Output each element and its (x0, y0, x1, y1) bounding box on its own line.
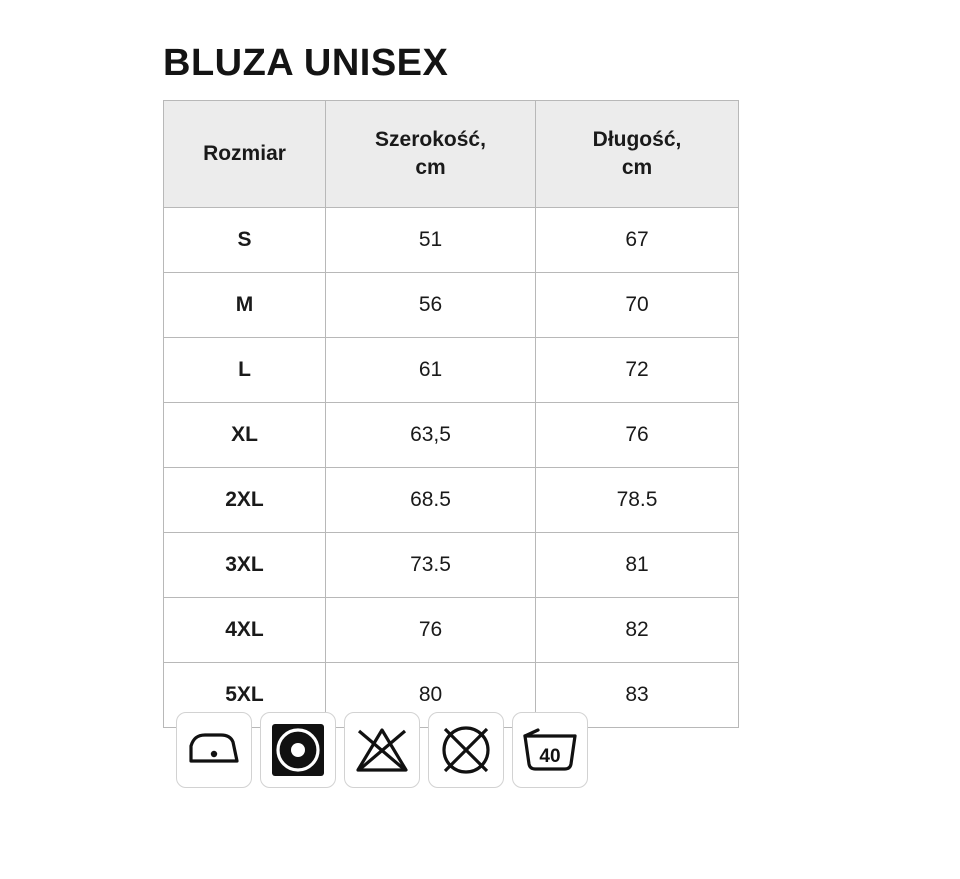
do-not-dry-clean-icon (428, 712, 504, 788)
cell-size: M (164, 273, 326, 338)
tumble-dry-normal-icon (260, 712, 336, 788)
table-row (164, 533, 739, 598)
cell-size: 5XL (164, 663, 326, 728)
cell-width: 61 (326, 338, 536, 403)
cell-length: 72 (536, 338, 739, 403)
cell-size: 3XL (164, 533, 326, 598)
column-header-width-line1: Szerokość, (375, 128, 486, 152)
column-header-size (164, 101, 326, 208)
table-row (164, 598, 739, 663)
cell-width: 68.5 (326, 468, 536, 533)
page-title: BLUZA UNISEX (163, 42, 449, 84)
cell-size: 2XL (164, 468, 326, 533)
wash-40-degrees-icon (512, 712, 588, 788)
iron-low-heat-icon (176, 712, 252, 788)
cell-width: 80 (326, 663, 536, 728)
column-header-length (536, 101, 739, 208)
table-header (164, 101, 739, 208)
size-table (163, 100, 739, 728)
cell-length: 82 (536, 598, 739, 663)
column-header-size-line1: Rozmiar (203, 142, 286, 166)
cell-length: 83 (536, 663, 739, 728)
cell-length: 78.5 (536, 468, 739, 533)
cell-size: L (164, 338, 326, 403)
table-row (164, 208, 739, 273)
table-row (164, 468, 739, 533)
cell-width: 56 (326, 273, 536, 338)
table-body (164, 208, 739, 728)
table-header-row (164, 101, 739, 208)
care-instructions (176, 712, 588, 788)
table-row (164, 338, 739, 403)
column-header-length-line2: cm (621, 156, 653, 179)
column-header-length-line1: Długość, (592, 128, 682, 152)
cell-length: 70 (536, 273, 739, 338)
cell-size: XL (164, 403, 326, 468)
table-row (164, 403, 739, 468)
cell-size: S (164, 208, 326, 273)
table-row (164, 273, 739, 338)
cell-width: 76 (326, 598, 536, 663)
cell-length: 76 (536, 403, 739, 468)
cell-size: 4XL (164, 598, 326, 663)
cell-width: 73.5 (326, 533, 536, 598)
cell-length: 67 (536, 208, 739, 273)
cell-length: 81 (536, 533, 739, 598)
cell-width: 51 (326, 208, 536, 273)
wash-temperature-label: 40 (539, 746, 561, 767)
column-header-width (326, 101, 536, 208)
cell-width: 63,5 (326, 403, 536, 468)
column-header-width-line2: cm (415, 156, 446, 179)
do-not-bleach-icon (344, 712, 420, 788)
